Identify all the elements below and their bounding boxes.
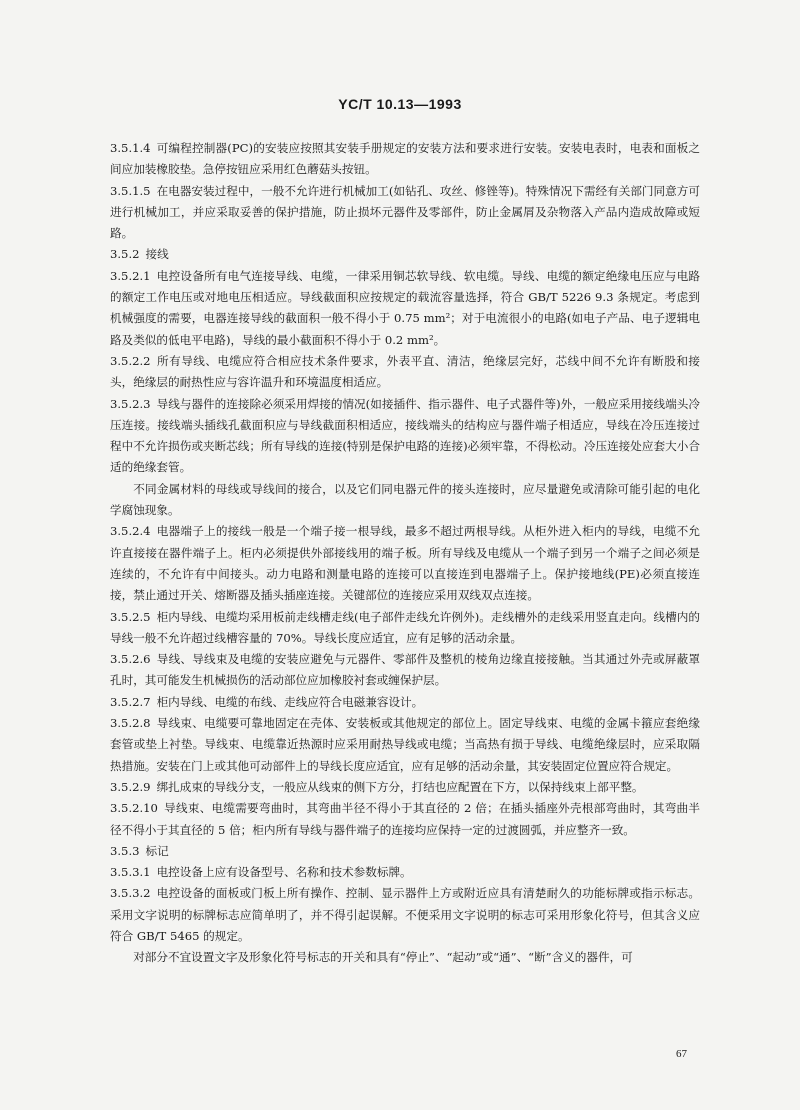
paragraph-continuation [110,947,700,968]
document-body [110,138,700,969]
paragraph-text: 可编程控制器(PC)的安装应按照其安装手册规定的安装方法和要求进行安装。安装电表时，电表和面板之间应加装橡胶垫。急停按钮应采用红色蘑菇头按钮。 [110,141,700,177]
paragraph-3-5-2-4 [110,521,700,606]
clause-number: 3.5.2.9 [110,779,151,794]
paragraph-3-5-2-5 [110,607,700,650]
paragraph-text: 电控设备上应有设备型号、名称和技术参数标牌。 [156,865,412,880]
paragraph-text: 导线、导线束及电缆的安装应避免与元器件、零部件及整机的棱角边缘直接接触。当其通过外壳或屏蔽罩孔时，其可能发生机械损伤的活动部位应加橡胶衬套或缠保护层。 [110,652,700,688]
section-heading-3-5-3 [110,841,700,862]
paragraph-3-5-2-7 [110,692,700,713]
clause-number: 3.5.2.4 [110,524,151,539]
paragraph-3-5-1-5 [110,181,700,245]
clause-number: 3.5.2.6 [110,652,151,667]
paragraph-text: 导线与器件的连接除必须采用焊接的情况(如接插件、指示器件、电子式器件等)外，一般应采用接线端头冷压连接。接线端头插线孔截面积应与导线截面积相适应，接线端头的结构应与器件端子相适应，导线在冷压连接过程中不允许损伤或夹断芯线；所有导线的连接(特别是保护电路的连接)必须牢靠，不得松动。冷压连接处应套大小合适的绝缘套管。 [110,396,700,475]
paragraph-text: 柜内导线、电缆的布线、走线应符合电磁兼容设计。 [156,694,424,709]
paragraph-text: 绑扎成束的导线分支，一般应从线束的侧下方分，打结也应配置在下方，以保持线束上部平整。 [156,779,644,794]
paragraph-3-5-2-10 [110,798,700,841]
clause-number: 3.5.2 [110,247,140,262]
clause-number: 3.5.2.5 [110,609,151,624]
clause-number: 3.5.3.1 [110,865,151,880]
clause-number: 3.5.2.3 [110,396,151,411]
paragraph-text: 柜内导线、电缆均采用板前走线槽走线(电子部件走线允许例外)。走线槽外的走线采用竖直走向。线槽内的导线一般不允许超过线槽容量的 70%。导线长度应适宜，应有足够的活动余量。 [110,609,700,645]
paragraph-text: 电控设备所有电气连接导线、电缆，一律采用铜芯软导线、软电缆。导线、电缆的额定绝缘电压应与电路的额定工作电压或对地电压相适应。导线截面积应按规定的载流容量选择，符合 GB/T 5226 9.3 条规定。考虑到机械强度的需要，电器连接导线的截面积一般不得小于 0.75 mm²；对于电流很小的电路(如电子产品、电子逻辑电路及类似的低电平电路)，导线的最小截面积不得小于 0.2 mm²。 [110,268,700,347]
clause-number: 3.5.3 [110,843,140,858]
paragraph-3-5-2-8 [110,713,700,777]
clause-number: 3.5.1.4 [110,141,151,155]
section-title: 标记 [145,843,169,858]
paragraph-text: 在电器安装过程中，一般不允许进行机械加工(如钻孔、攻丝、修锉等)。特殊情况下需经有关部门同意方可进行机械加工，并应采取妥善的保护措施，防止损坏元器件及零部件，防止金属屑及杂物落入产品内造成故障或短路。 [110,183,700,241]
paragraph-text: 电器端子上的接线一般是一个端子接一根导线，最多不超过两根导线。从柜外进入柜内的导线，电缆不允许直接接在器件端子上。柜内必须提供外部接线用的端子板。所有导线及电缆从一个端子到另一个端子之间必须是连续的，不允许有中间接头。动力电路和测量电路的连接可以直接连到电器端子上。保护接地线(PE)必须直接连接，禁止通过开关、熔断器及插头插座连接。关键部位的连接应采用双线双点连接。 [110,524,700,603]
paragraph-3-5-2-9 [110,777,700,798]
section-heading-3-5-2 [110,244,700,265]
page-number: 67 [676,1048,687,1060]
paragraph-3-5-3-2 [110,883,700,947]
clause-number: 3.5.3.2 [110,886,151,901]
paragraph-3-5-2-1 [110,266,700,351]
clause-number: 3.5.2.1 [110,268,151,283]
paragraph-text: 导线束、电缆要可靠地固定在壳体、安装板或其他规定的部位上。固定导线束、电缆的金属卡箍应套绝缘套管或垫上衬垫。导线束、电缆靠近热源时应采用耐热导线或电缆；当高热有损于导线、电缆绝缘层时，应采取隔热措施。安装在门上或其他可动部件上的导线长度应适宜，应有足够的活动余量，其安装固定位置应符合规定。 [110,716,700,773]
clause-number: 3.5.2.8 [110,716,151,731]
clause-number: 3.5.2.7 [110,694,151,709]
paragraph-3-5-2-6 [110,649,700,692]
page-header: YC/T 10.13—1993 [338,96,462,112]
paragraph-text: 导线束、电缆需要弯曲时，其弯曲半径不得小于其直径的 2 倍；在插头插座外壳根部弯曲时，其弯曲半径不得小于其直径的 5 倍；柜内所有导线与器件端子的连接均应保持一定的过渡圆弧，并应整齐一致。 [110,801,700,837]
paragraph-3-5-1-4 [110,138,700,181]
paragraph-3-5-3-1 [110,862,700,883]
paragraph-text: 对部分不宜设置文字及形象化符号标志的开关和具有“停止”、“起动”或“通”、“断”含义的器件，可 [133,950,633,965]
paragraph-text: 电控设备的面板或门板上所有操作、控制、显示器件上方或附近应具有清楚耐久的功能标牌或指示标志。采用文字说明的标牌标志应简单明了，并不得引起误解。不便采用文字说明的标志可采用形象化符号，但其含义应符合 GB/T 5465 的规定。 [110,886,700,943]
clause-number: 3.5.2.10 [110,801,158,816]
section-title: 接线 [145,247,169,262]
paragraph-continuation [110,479,700,522]
paragraph-text: 所有导线、电缆应符合相应技术条件要求，外表平直、清洁，绝缘层完好，芯线中间不允许有断股和接头，绝缘层的耐热性应与容许温升和环境温度相适应。 [110,353,700,390]
clause-number: 3.5.2.2 [110,353,151,368]
paragraph-3-5-2-3 [110,394,700,479]
clause-number: 3.5.1.5 [110,183,151,198]
paragraph-3-5-2-2 [110,351,700,394]
paragraph-text: 不同金属材料的母线或导线间的接合，以及它们同电器元件的接头连接时，应尽量避免或清除可能引起的电化学腐蚀现象。 [110,481,700,518]
